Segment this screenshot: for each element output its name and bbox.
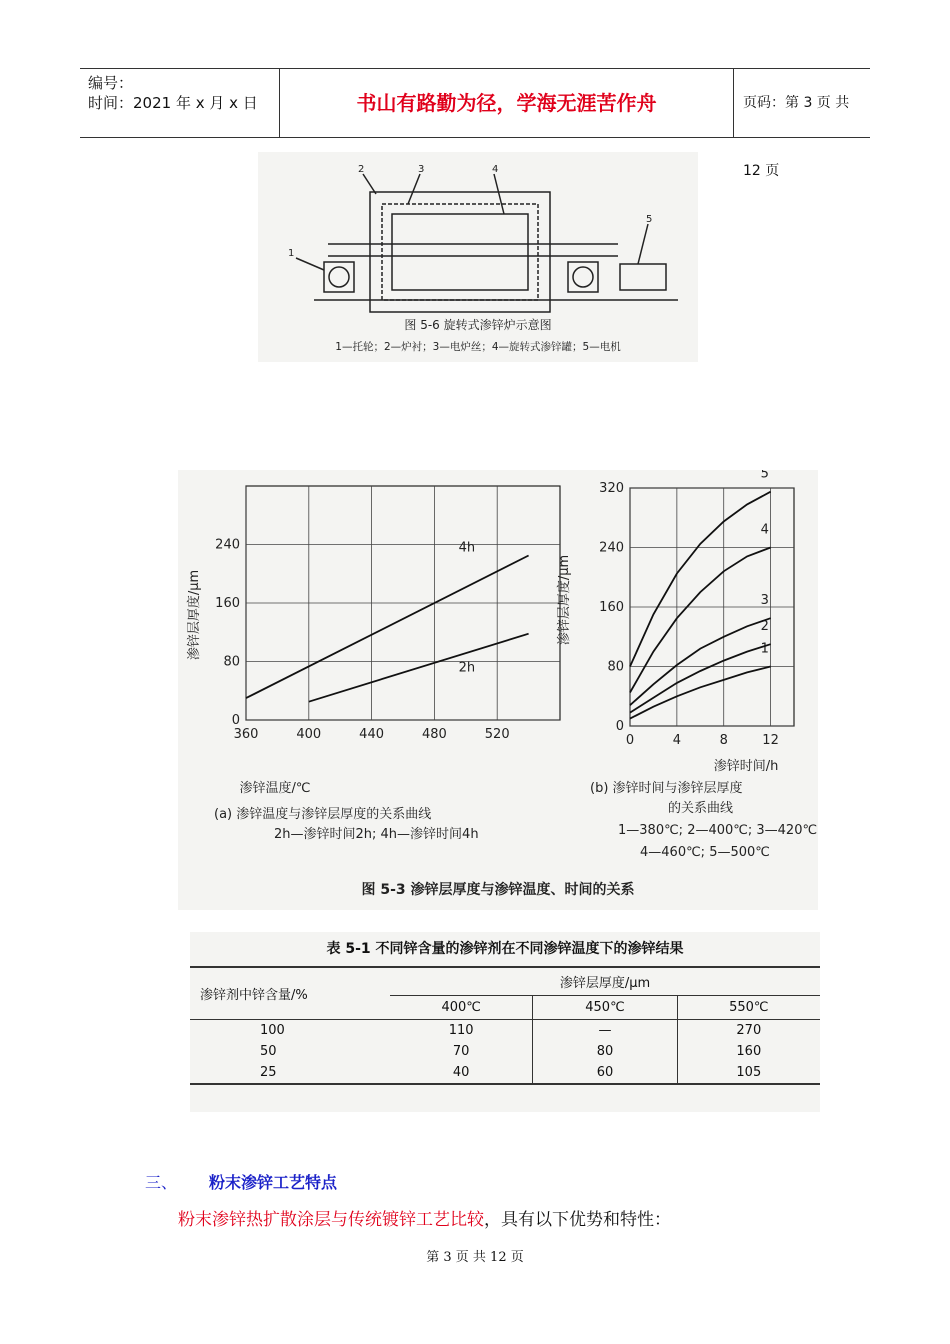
chart-a-x-tick-label: 400 [296, 727, 322, 742]
chart-b-x-tick-label: 4 [672, 733, 681, 748]
chart-a-x-tick-label: 520 [484, 727, 510, 742]
row-header-cell: 渗锌剂中锌含量/% [190, 967, 390, 1020]
chart-a-series-label: 4h [458, 540, 476, 556]
chart-b-caption-line-2: 的关系曲线 [668, 801, 734, 816]
chart-a-y-tick-label: 160 [215, 596, 240, 611]
group-header-cell: 渗锌层厚度/μm [390, 967, 820, 996]
chart-b-caption-line-3: 1—380℃; 2—400℃; 3—420℃; [618, 823, 818, 838]
figure-5-3-charts [178, 470, 818, 910]
chart-b-y-tick-label: 80 [607, 659, 624, 675]
paragraph-highlight: 粉末渗锌热扩散涂层与传统镀锌工艺比较 [178, 1210, 484, 1230]
figure-5-6-caption: 图 5-6 旋转式渗锌炉示意图 [404, 318, 552, 332]
table-cell: 100 [260, 1023, 285, 1038]
table-cell: 60 [533, 1062, 677, 1084]
chart-b-y-tick-label: 240 [599, 540, 624, 556]
chart-b-series-label: 4 [760, 522, 769, 538]
table-row [190, 1062, 820, 1084]
chart-b-series-label: 5 [760, 470, 769, 482]
chart-b-xlabel: 渗锌时间/h [713, 759, 779, 774]
page-header [80, 68, 870, 179]
chart-a [215, 486, 560, 742]
zinc-drum [392, 214, 528, 290]
part-label-5: 5 [646, 214, 653, 225]
table-cell: 80 [533, 1041, 677, 1062]
furnace-diagram [258, 152, 698, 362]
table-cell: 40 [390, 1062, 533, 1084]
header-motto: 书山有路勤为径，学海无涯苦作舟 [280, 69, 734, 137]
chart-a-caption-line-1: (a) 渗锌温度与渗锌层厚度的关系曲线 [214, 807, 432, 822]
part-label-4: 4 [492, 164, 499, 175]
table-cell: 50 [260, 1044, 277, 1059]
chart-b-series-label: 2 [760, 619, 769, 635]
table-row [190, 1020, 820, 1042]
table-row [190, 1041, 820, 1062]
chart-a-series-2h [309, 634, 529, 702]
figure-5-3 [178, 470, 818, 910]
body-paragraph [178, 1205, 671, 1230]
table-cell: 70 [390, 1041, 533, 1062]
table-5-1-title: 表 5-1 不同锌含量的渗锌剂在不同渗锌温度下的渗锌结果 [326, 941, 684, 957]
chart-a-y-tick-label: 240 [215, 537, 240, 553]
chart-b-y-tick-label: 320 [599, 481, 624, 496]
figure-5-6-legend: 1—托轮；2—炉衬；3—电炉丝；4—旋转式渗锌罐；5—电机 [335, 341, 621, 353]
section-heading [145, 1170, 337, 1193]
part-label-2: 2 [358, 164, 365, 175]
chart-b-ylabel: 渗锌层厚度/μm [557, 554, 572, 646]
furnace-lining [382, 204, 538, 300]
figure-5-3-caption: 图 5-3 渗锌层厚度与渗锌温度、时间的关系 [361, 882, 635, 898]
chart-b-x-tick-label: 12 [762, 733, 779, 748]
page-footer: 第 3 页 共 12 页 [426, 1250, 524, 1265]
figure-5-6 [258, 152, 698, 362]
header-date: 时间：2021 年 x 月 x 日 [88, 94, 258, 112]
chart-a-x-tick-label: 480 [421, 727, 447, 742]
table-5-1 [190, 932, 820, 1112]
section-title: 粉末渗锌工艺特点 [209, 1173, 338, 1192]
chart-a-xlabel: 渗锌温度/℃ [239, 781, 311, 796]
table-cell: 270 [736, 1023, 762, 1038]
part-label-3: 3 [418, 164, 425, 175]
chart-a-y-tick-label: 0 [231, 713, 240, 728]
chart-b-y-tick-label: 0 [615, 719, 624, 734]
chart-a-series-label: 2h [458, 660, 476, 676]
paragraph-rest: ，具有以下优势和特性： [484, 1210, 671, 1230]
column-header: 550℃ [677, 996, 820, 1020]
chart-a-caption-line-2: 2h—渗锌时间2h; 4h—渗锌时间4h [274, 827, 479, 842]
column-header: 400℃ [390, 996, 533, 1020]
table-cell: — [533, 1020, 677, 1042]
table-cell: 110 [390, 1020, 533, 1042]
chart-b-series-label: 1 [760, 641, 769, 657]
table-header-row [190, 967, 820, 996]
chart-b-x-tick-label: 8 [719, 733, 728, 748]
chart-a-y-tick-label: 80 [223, 654, 240, 670]
table-cell: 25 [260, 1065, 277, 1080]
furnace-shell [370, 192, 550, 312]
chart-b-x-tick-label: 0 [625, 733, 635, 748]
chart-b-caption-line-1: (b) 渗锌时间与渗锌层厚度 [590, 781, 743, 796]
chart-a-ylabel: 渗锌层厚度/μm [187, 569, 202, 661]
motor [620, 264, 666, 290]
column-header: 450℃ [533, 996, 677, 1020]
chart-b-series-1 [630, 667, 771, 719]
table-cell: 105 [736, 1065, 762, 1080]
header-number-label: 编号： [88, 74, 134, 92]
chart-a-x-tick-label: 360 [233, 727, 259, 742]
chart-b-series-3 [630, 618, 771, 705]
chart-b-y-tick-label: 160 [599, 600, 624, 615]
chart-a-x-tick-label: 440 [359, 727, 385, 742]
chart-b-series-label: 3 [760, 593, 769, 609]
chart-b-caption-line-4: 4—460℃; 5—500℃ [640, 845, 770, 860]
table-cell: 160 [736, 1044, 762, 1059]
header-page-info: 页码：第 3 页 共 12 页 [743, 95, 850, 179]
results-table [190, 966, 820, 1085]
part-label-1: 1 [288, 248, 295, 259]
section-number: 三、 [145, 1173, 178, 1192]
header-meta [80, 69, 280, 137]
chart-b-series-5 [630, 492, 771, 667]
chart-b [599, 470, 794, 748]
